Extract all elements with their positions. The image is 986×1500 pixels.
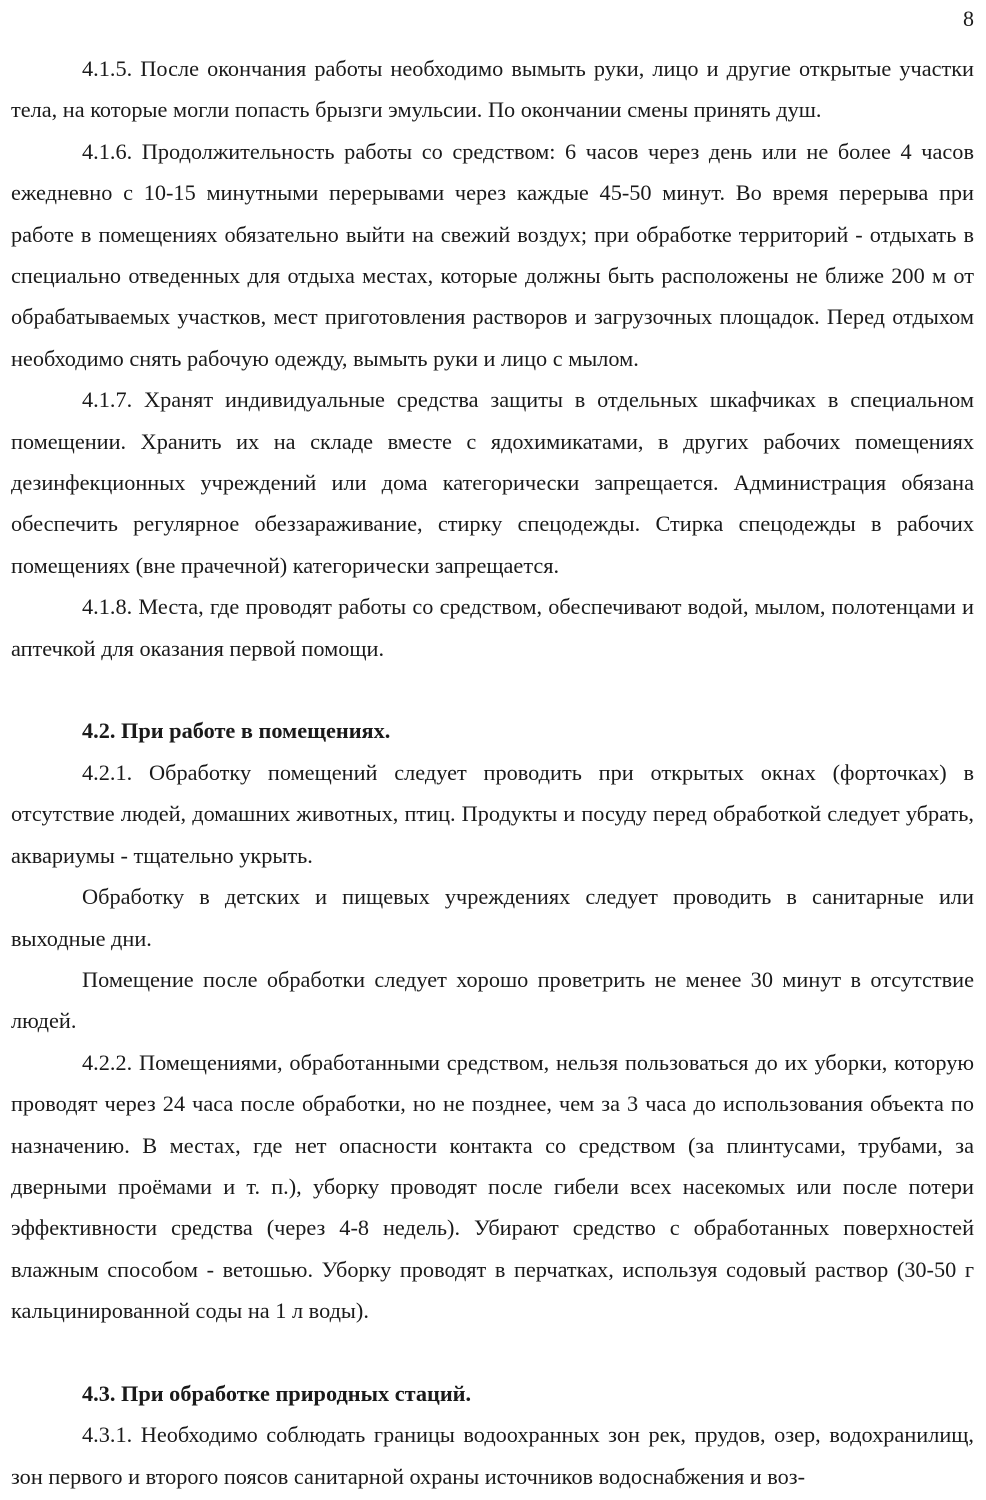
paragraph-children-institutions: Обработку в детских и пищевых учреждениях следует проводить в санитарные или выходные дни. [11,884,974,951]
paragraph-4-1-5: 4.1.5. После окончания работы необходимо вымыть руки, лицо и другие открытые участки тела, на которые могли попасть брызги эмульсии. По окончании смены принять душ. [11,56,974,123]
paragraph-4-2-1: 4.2.1. Обработку помещений следует проводить при открытых окнах (форточках) в отсутствие людей, домашних животных, птиц. Продукты и посуду перед обработкой следует убрать, аквариумы - тщательно укрыть. [11,759,974,868]
paragraph-4-1-6: 4.1.6. Продолжительность работы со средством: 6 часов через день или не более 4 часов ежедневно с 10-15 минутными перерывами через каждые 45-50 минут. Во время перерыва при работе в помещениях обязательно выйти на свежий воздух; при обработке территорий - отдыхать в специально отведенных для отдыха местах, которые должны быть расположены не ближе 200 м от обрабатываемых участков, мест приготовления растворов и загрузочных площадок. Перед отдыхом необходимо снять рабочую одежду, вымыть руки и лицо с мылом. [11,138,974,371]
page-number: 8 [963,6,974,31]
document-body [11,48,974,1497]
section-heading-4-3: 4.3. При обработке природных стаций. [82,1380,472,1406]
paragraph-4-3-1: 4.3.1. Необходимо соблюдать границы водоохранных зон рек, прудов, озер, водохранилищ, зон первого и второго поясов санитарной охраны источников водоснабжения и воз- [11,1422,974,1489]
section-heading-4-2: 4.2. При работе в помещениях. [82,718,391,744]
paragraph-4-2-2: 4.2.2. Помещениями, обработанными средством, нельзя пользоваться до их уборки, которую проводят через 24 часа после обработки, но не позднее, чем за 3 часа до использования объекта по назначению. В местах, где нет опасности контакта со средством (за плинтусами, трубами, за дверными проёмами и т. п.), уборку проводят после гибели всех насекомых или после потери эффективности средства (через 4-8 недель). Убирают средство с обработанных поверхностей влажным способом - ветошью. Уборку проводят в перчатках, используя содовый раствор (30-50 г кальцинированной соды на 1 л воды). [11,1049,974,1324]
paragraph-4-1-7: 4.1.7. Хранят индивидуальные средства защиты в отдельных шкафчиках в специальном помещении. Хранить их на складе вместе с ядохимикатами, в других рабочих помещениях дезинфекционных учреждений или дома категорически запрещается. Администрация обязана обеспечить регулярное обеззараживание, стирку спецодежды. Стирка спецодежды в рабочих помещениях (вне прачечной) категорически запрещается. [11,387,974,578]
paragraph-4-1-8: 4.1.8. Места, где проводят работы со средством, обеспечивают водой, мылом, полотенцами и аптечкой для оказания первой помощи. [11,594,974,661]
paragraph-ventilation: Помещение после обработки следует хорошо проветрить не менее 30 минут в отсутствие людей. [11,966,974,1034]
